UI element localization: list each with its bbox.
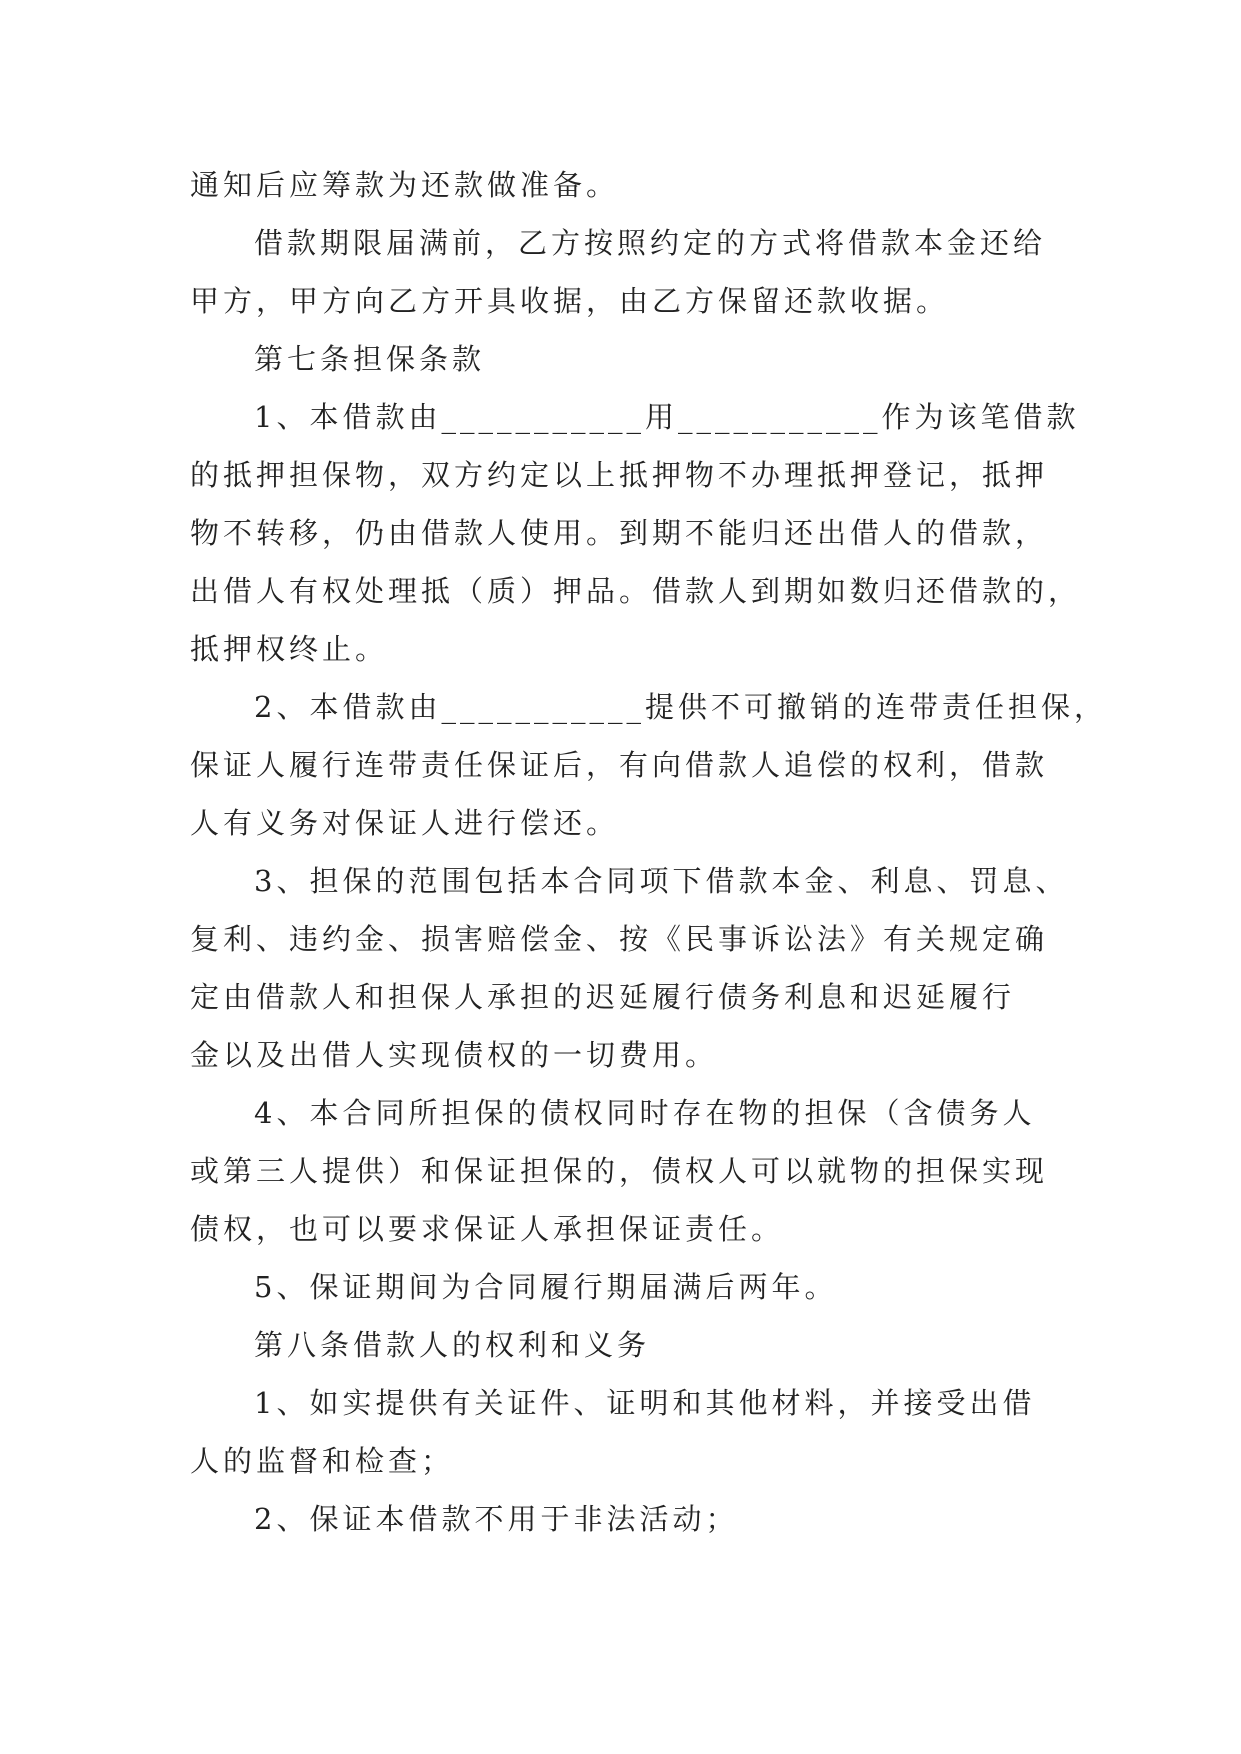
text-line: 债权，也可以要求保证人承担保证责任。 [190, 1212, 785, 1246]
text-line: 甲方，甲方向乙方开具收据，由乙方保留还款收据。 [190, 284, 950, 318]
text-line: 保证人履行连带责任保证后，有向借款人追偿的权利，借款 [190, 748, 1049, 782]
text-line: 人的监督和检查； [190, 1444, 455, 1478]
text-line: 金以及出借人实现债权的一切费用。 [190, 1038, 719, 1072]
text-line: 复利、违约金、损害赔偿金、按《民事诉讼法》有关规定确 [190, 922, 1049, 956]
text-line: 通知后应筹款为还款做准备。 [190, 168, 620, 202]
document-body [190, 156, 1107, 1548]
text-line: 或第三人提供）和保证担保的，债权人可以就物的担保实现 [190, 1154, 1049, 1188]
text-line: 人有义务对保证人进行偿还。 [190, 806, 620, 840]
text-line: 出借人有权处理抵（质）押品。借款人到期如数归还借款的， [190, 574, 1082, 608]
text-line: 1、本借款由___________用___________作为该笔借款 [254, 400, 1080, 434]
text-line: 3、担保的范围包括本合同项下借款本金、利息、罚息、 [254, 864, 1069, 898]
text-line: 借款期限届满前，乙方按照约定的方式将借款本金还给 [254, 226, 1047, 260]
text-line: 5、保证期间为合同履行期届满后两年。 [254, 1270, 838, 1304]
text-line: 定由借款人和担保人承担的迟延履行债务利息和迟延履行 [190, 980, 1016, 1014]
text-line: 2、本借款由___________提供不可撤销的连带责任担保， [254, 690, 1107, 724]
section-heading: 第七条担保条款 [254, 342, 486, 376]
text-line: 1、如实提供有关证件、证明和其他材料，并接受出借 [254, 1386, 1036, 1420]
text-line: 抵押权终止。 [190, 632, 389, 666]
text-line: 的抵押担保物，双方约定以上抵押物不办理抵押登记，抵押 [190, 458, 1049, 492]
text-line: 2、保证本借款不用于非法活动； [254, 1502, 739, 1536]
text-line: 4、本合同所担保的债权同时存在物的担保（含债务人 [254, 1096, 1036, 1130]
section-heading: 第八条借款人的权利和义务 [254, 1328, 651, 1362]
text-line: 物不转移，仍由借款人使用。到期不能归还出借人的借款， [190, 516, 1049, 550]
